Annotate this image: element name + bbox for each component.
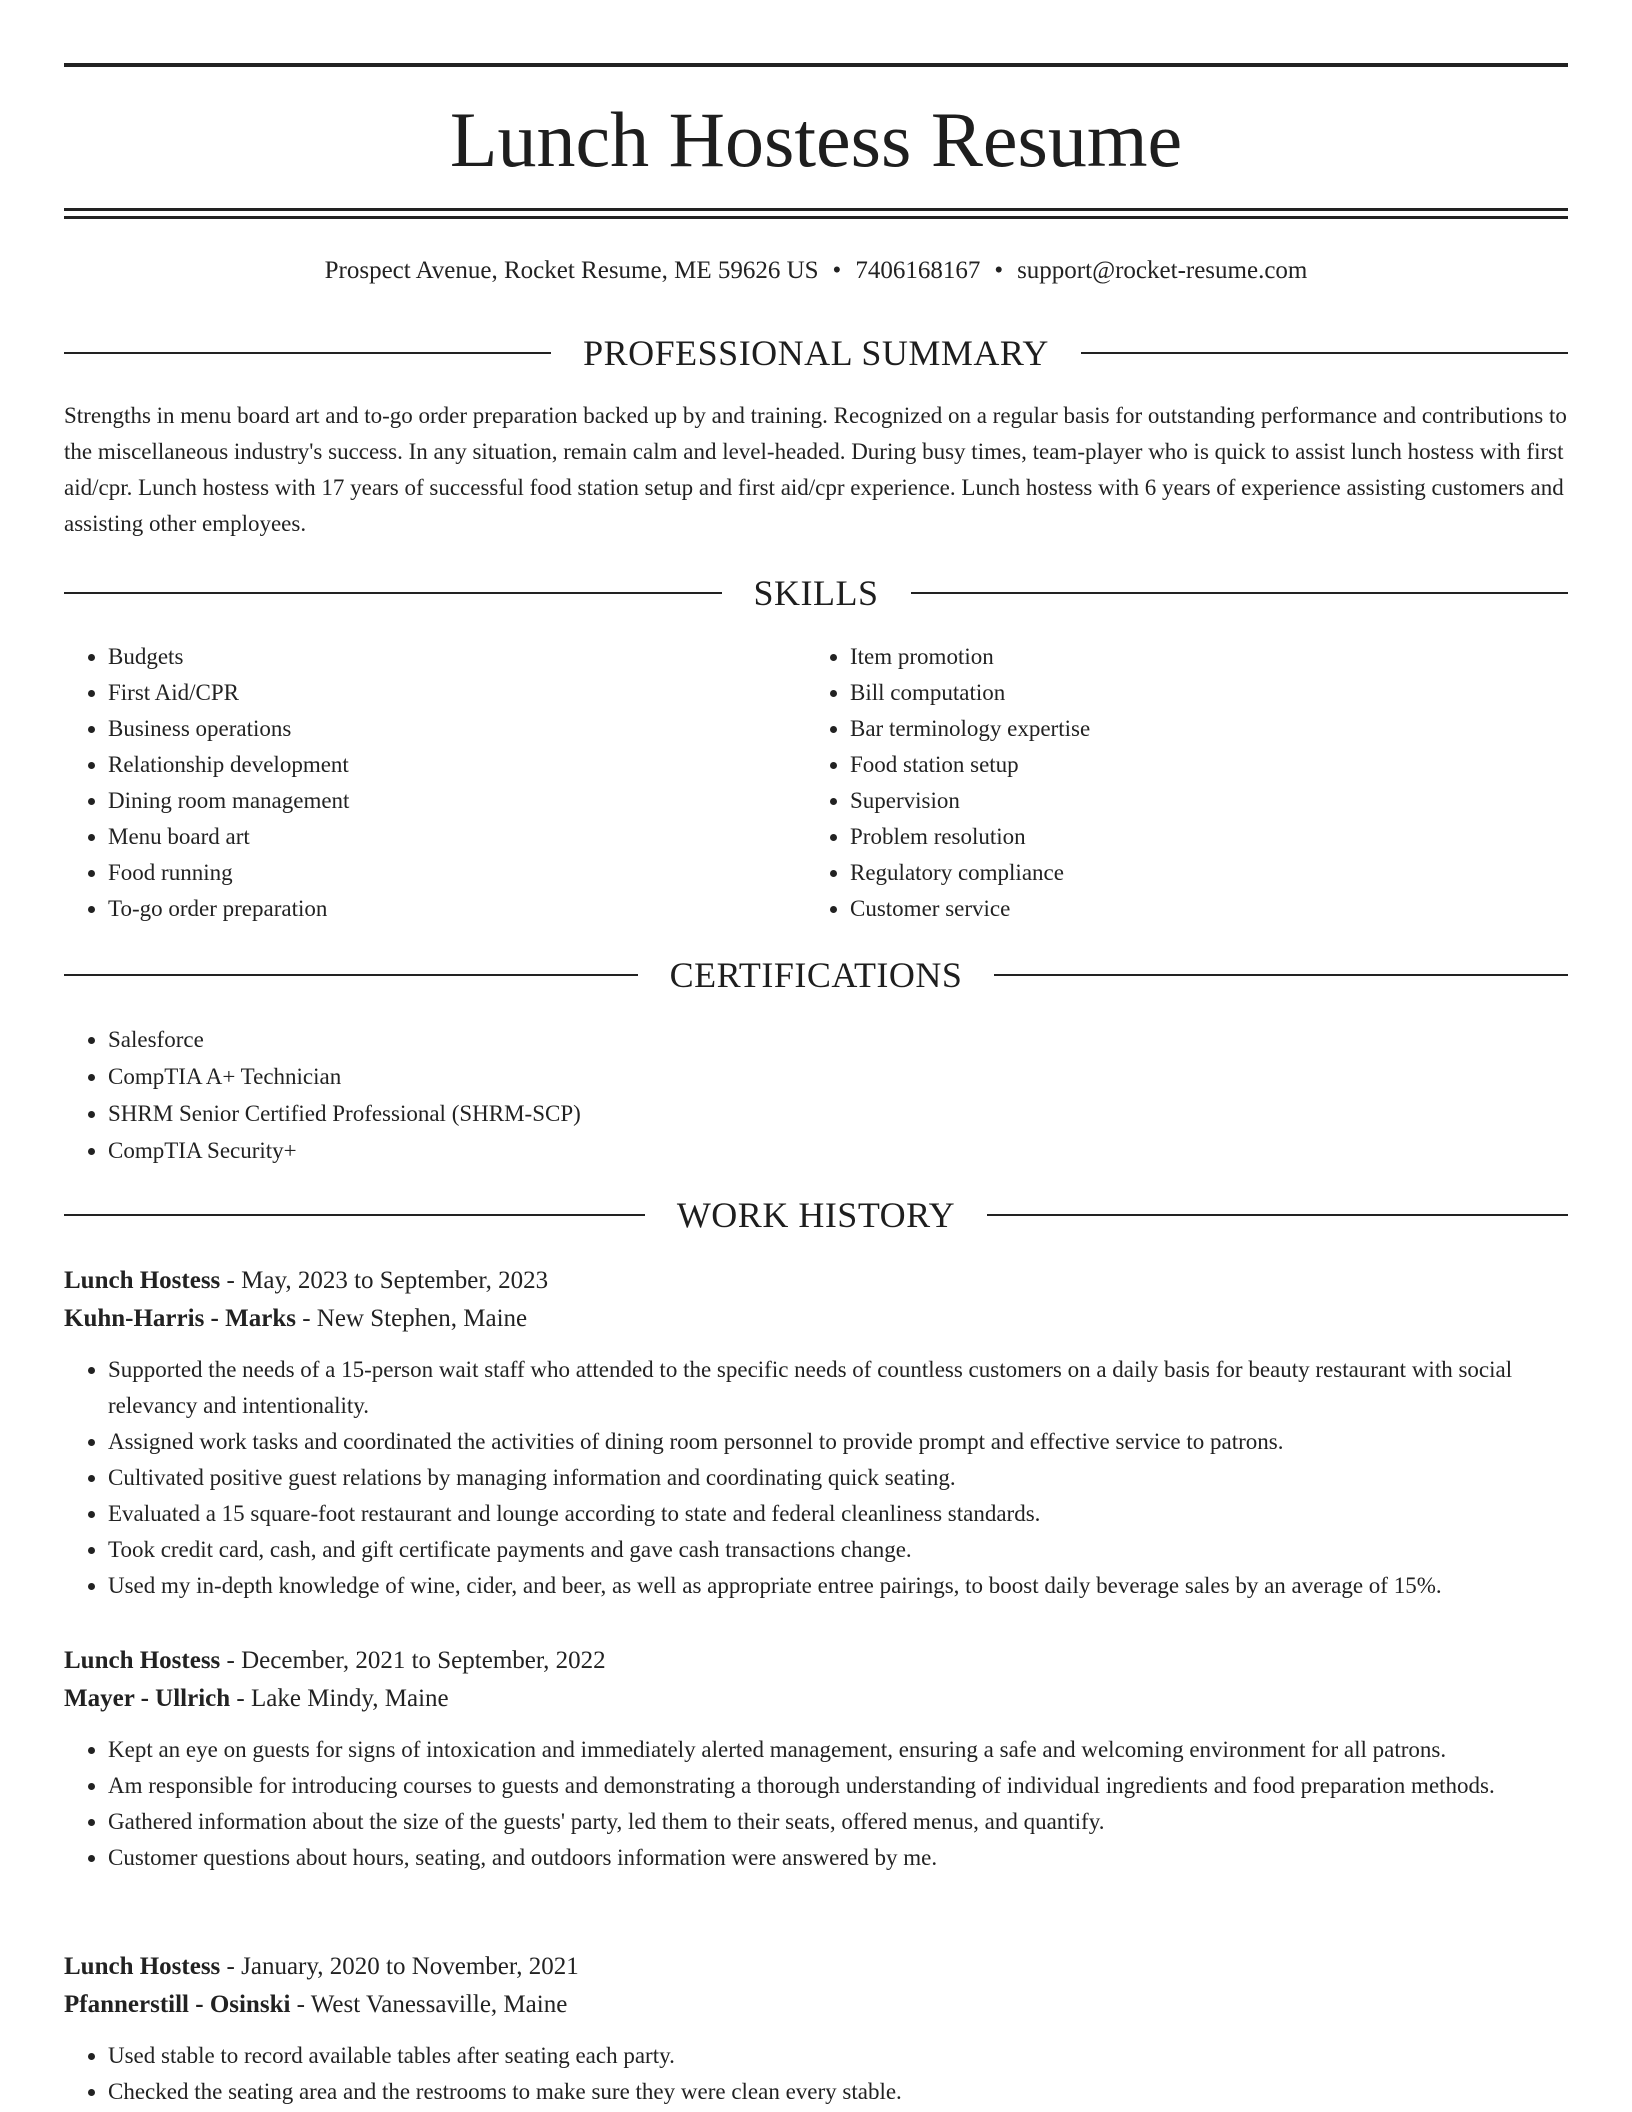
list-item: • CompTIA Security+ bbox=[108, 1132, 1568, 1169]
job-entry bbox=[64, 1642, 1568, 1876]
section-heading-certifications bbox=[64, 953, 1568, 997]
certifications-list bbox=[64, 1021, 1568, 1169]
section-title: PROFESSIONAL SUMMARY bbox=[583, 333, 1049, 373]
divider-line bbox=[64, 592, 722, 594]
divider-line bbox=[64, 974, 638, 976]
list-item: • Cultivated positive guest relations by managing information and coordinating quick seating. bbox=[108, 1460, 1568, 1496]
job-entry bbox=[64, 1262, 1568, 1604]
list-item: • Used stable to record available tables after seating each party. bbox=[108, 2038, 1568, 2074]
list-item: • CompTIA A+ Technician bbox=[108, 1058, 1568, 1095]
job-company-line bbox=[64, 1680, 1568, 1718]
list-item: • Checked the seating area and the restrooms to make sure they were clean every stable. bbox=[108, 2074, 1568, 2110]
top-rule bbox=[64, 63, 1568, 67]
job-dates: - May, 2023 to September, 2023 bbox=[220, 1267, 549, 1294]
list-item: • Item promotion bbox=[850, 639, 1548, 675]
skills-list bbox=[64, 639, 1568, 927]
job-title-line bbox=[64, 1642, 1568, 1680]
list-item: • Bill computation bbox=[850, 675, 1548, 711]
job-bullets bbox=[64, 1732, 1568, 1876]
job-company: Kuhn-Harris - Marks bbox=[64, 1305, 296, 1332]
list-item: • Kept an eye on guests for signs of intoxication and immediately alerted management, ensuring a safe and welcoming environment for all patrons. bbox=[108, 1732, 1568, 1768]
list-item: • Supported the needs of a 15-person wait staff who attended to the specific needs of countless customers on a daily basis for beauty restaurant with social relevancy and intentionality. bbox=[108, 1352, 1568, 1424]
divider-line bbox=[64, 1214, 645, 1216]
job-title: Lunch Hostess bbox=[64, 1647, 221, 1674]
list-item: • Took credit card, cash, and gift certificate payments and gave cash transactions change. bbox=[108, 1532, 1568, 1568]
job-location: - Lake Mindy, Maine bbox=[230, 1685, 449, 1712]
contact-separator: • bbox=[832, 257, 842, 284]
job-location: - New Stephen, Maine bbox=[295, 1305, 528, 1332]
summary-paragraph: Strengths in menu board art and to-go order preparation backed up by and training. Recognized on a regular basis for outstanding performance and contributions to the miscellaneous industry's success. In any situation, remain calm and level-headed. During busy times, team-player who is quick to assist lunch hostess with first aid/cpr. Lunch hostess with 17 years of successful food station setup and first aid/cpr experience. Lunch hostess with 6 years of experience assisting customers and assisting other employees. bbox=[64, 403, 1567, 536]
job-company-line bbox=[64, 1986, 1568, 2024]
job-dates: - January, 2020 to November, 2021 bbox=[220, 1953, 579, 1980]
list-item: • Menu board art bbox=[108, 819, 806, 855]
contact-separator: • bbox=[994, 257, 1004, 284]
divider-line bbox=[911, 592, 1569, 594]
job-title: Lunch Hostess bbox=[64, 1953, 221, 1980]
section-title: WORK HISTORY bbox=[676, 1195, 956, 1235]
job-company-line bbox=[64, 1300, 1568, 1338]
job-title-line bbox=[64, 1262, 1568, 1300]
list-item: • Customer service bbox=[850, 891, 1548, 927]
divider-line bbox=[1081, 352, 1568, 354]
page-title: Lunch Hostess Resume bbox=[449, 96, 1183, 183]
list-item: • Am responsible for introducing courses to guests and demonstrating a thorough understanding of individual ingredients and food preparation methods. bbox=[108, 1768, 1568, 1804]
contact-address: Prospect Avenue, Rocket Resume, ME 59626 US bbox=[324, 257, 819, 284]
list-item: • Supervision bbox=[850, 783, 1548, 819]
section-heading-skills bbox=[64, 571, 1568, 615]
list-item: • To-go order preparation bbox=[108, 891, 806, 927]
list-item: • Food running bbox=[108, 855, 806, 891]
divider-line bbox=[987, 1214, 1568, 1216]
list-item: • Budgets bbox=[108, 639, 806, 675]
list-item: • Business operations bbox=[108, 711, 806, 747]
list-item: • Relationship development bbox=[108, 747, 806, 783]
list-item: • Regulatory compliance bbox=[850, 855, 1548, 891]
list-item: • First Aid/CPR bbox=[108, 675, 806, 711]
list-item: • SHRM Senior Certified Professional (SHRM-SCP) bbox=[108, 1095, 1568, 1132]
list-item: • Bar terminology expertise bbox=[850, 711, 1548, 747]
section-heading-work-history bbox=[64, 1193, 1568, 1237]
job-company: Pfannerstill - Osinski bbox=[64, 1991, 291, 2018]
list-item: • Problem resolution bbox=[850, 819, 1548, 855]
list-item: • Dining room management bbox=[108, 783, 806, 819]
job-bullets bbox=[64, 1352, 1568, 1604]
list-item: • Assigned work tasks and coordinated the activities of dining room personnel to provide prompt and effective service to patrons. bbox=[108, 1424, 1568, 1460]
contact-phone: 7406168167 bbox=[855, 257, 981, 284]
job-bullets bbox=[64, 2038, 1568, 2110]
divider-line bbox=[64, 352, 551, 354]
list-item: • Customer questions about hours, seating, and outdoors information were answered by me. bbox=[108, 1840, 1568, 1876]
list-item: • Evaluated a 15 square-foot restaurant and lounge according to state and federal cleanliness standards. bbox=[108, 1496, 1568, 1532]
list-item: • Gathered information about the size of the guests' party, led them to their seats, offered menus, and quantify. bbox=[108, 1804, 1568, 1840]
job-dates: - December, 2021 to September, 2022 bbox=[220, 1647, 606, 1674]
list-item: • Salesforce bbox=[108, 1021, 1568, 1058]
section-title: SKILLS bbox=[753, 573, 879, 613]
job-title: Lunch Hostess bbox=[64, 1267, 221, 1294]
divider-line bbox=[994, 974, 1568, 976]
section-heading-summary bbox=[64, 331, 1568, 375]
job-company: Mayer - Ullrich bbox=[64, 1685, 231, 1712]
contact-line bbox=[64, 253, 1568, 289]
job-title-line bbox=[64, 1948, 1568, 1986]
skills-column-left bbox=[64, 639, 806, 927]
section-title: CERTIFICATIONS bbox=[669, 955, 963, 995]
list-item: • Used my in-depth knowledge of wine, cider, and beer, as well as appropriate entree pairings, to boost daily beverage sales by an average of 15%. bbox=[108, 1568, 1568, 1604]
title-double-rule bbox=[64, 208, 1568, 219]
skills-column-right bbox=[806, 639, 1548, 927]
job-entry bbox=[64, 1948, 1568, 2110]
contact-email: support@rocket-resume.com bbox=[1017, 257, 1308, 284]
job-location: - West Vanessaville, Maine bbox=[290, 1991, 568, 2018]
list-item: • Food station setup bbox=[850, 747, 1548, 783]
